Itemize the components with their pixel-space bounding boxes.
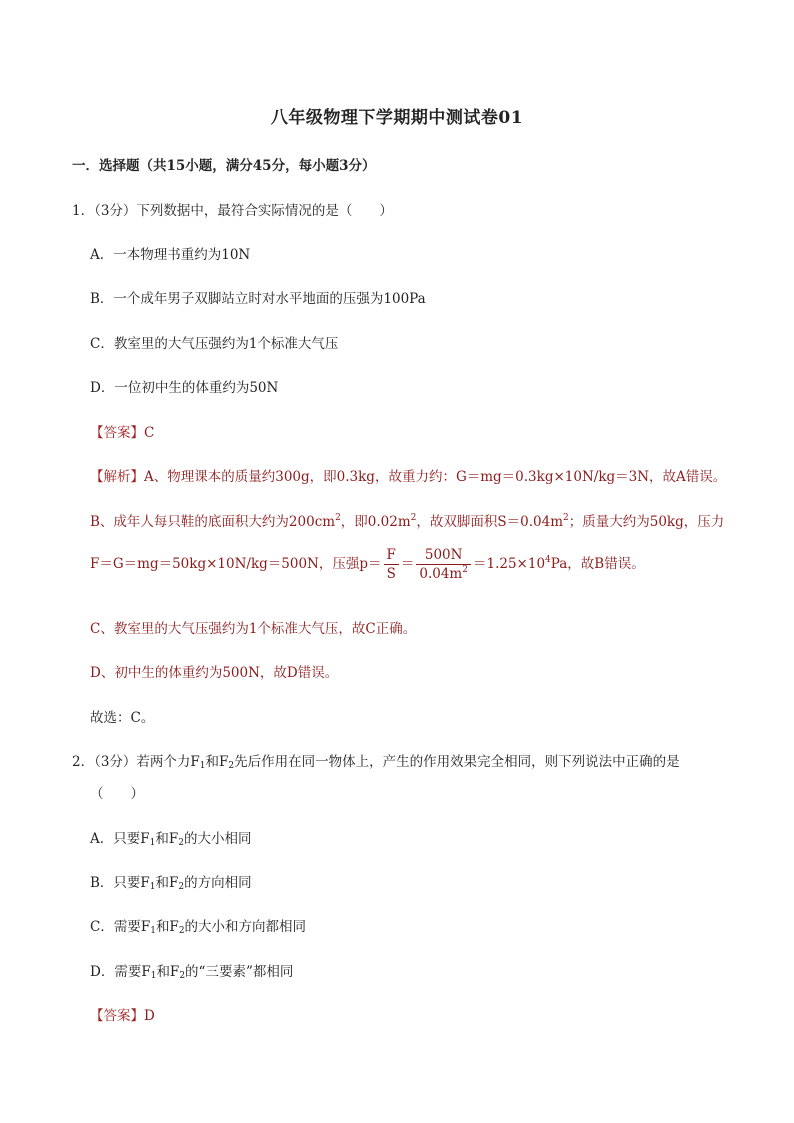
option-text: A．只要F xyxy=(90,831,150,847)
analysis-b-text: F＝G＝mg＝50kg×10N/kg＝500N，压强p＝ xyxy=(90,556,382,572)
analysis-b-text: B、成年人每只鞋的底面积大约为200cm xyxy=(90,514,336,530)
subscript: 1 xyxy=(199,761,206,771)
fraction-f-over-s xyxy=(384,546,399,583)
question-2-option-c xyxy=(90,917,306,937)
option-text: 和F xyxy=(155,875,179,891)
fraction-denominator xyxy=(416,565,471,583)
subscript: 2 xyxy=(178,882,185,892)
question-2-text: 和F xyxy=(205,754,229,770)
question-2-answer xyxy=(90,1006,155,1026)
question-1-stem: 1．（3分）下列数据中，最符合实际情况的是（ ） xyxy=(72,203,393,219)
superscript: 2 xyxy=(410,513,417,523)
question-2-text: 先后作用在同一物体上，产生的作用效果完全相同，则下列说法中正确的是 xyxy=(234,754,680,770)
option-text: 和F xyxy=(156,964,180,980)
analysis-b-text: ，即0.02m xyxy=(340,514,411,530)
superscript: 2 xyxy=(563,513,569,523)
question-2-option-d xyxy=(90,962,293,982)
subscript: 2 xyxy=(179,971,186,981)
subscript: 2 xyxy=(228,761,235,771)
question-1-option-d: D．一位初中生的体重约为50N xyxy=(90,380,279,396)
question-1-option-b: B．一个成年男子双脚站立时对水平地面的压强为100Pa xyxy=(90,291,426,307)
subscript: 1 xyxy=(150,926,156,936)
option-text: 和F xyxy=(155,919,179,935)
answer-value: C xyxy=(144,425,155,441)
question-1-conclusion: 故选：C。 xyxy=(90,710,155,726)
question-1-analysis-b-line1 xyxy=(90,512,724,532)
question-1-analysis-d: D、初中生的体重约为500N，故D错误。 xyxy=(90,665,339,681)
question-2-stem xyxy=(72,752,680,772)
subscript: 2 xyxy=(178,838,184,848)
answer-label: 【答案】 xyxy=(90,1008,144,1024)
question-1-option-a: A．一本物理书重约为10N xyxy=(90,247,251,263)
subscript: 2 xyxy=(178,926,185,936)
subscript: 1 xyxy=(149,882,156,892)
superscript: 2 xyxy=(335,513,341,523)
option-text: 的大小相同 xyxy=(183,831,252,847)
option-text: 的“三要素”都相同 xyxy=(185,964,294,980)
subscript: 1 xyxy=(150,971,157,981)
question-1-analysis-a xyxy=(90,467,726,487)
analysis-b-text: ，故双脚面积S＝0.04m xyxy=(416,514,564,530)
question-1-answer xyxy=(90,423,154,443)
option-text: D．需要F xyxy=(90,964,151,980)
fraction-numerator: F xyxy=(384,546,399,565)
subscript: 1 xyxy=(149,838,156,848)
analysis-b-text: Pa，故B错误。 xyxy=(550,556,645,572)
question-2-option-b xyxy=(90,873,252,893)
answer-label: 【答案】 xyxy=(90,425,144,441)
question-2-option-a xyxy=(90,829,251,849)
question-1-option-c: C．教室里的大气压强约为1个标准大气压 xyxy=(90,336,339,352)
option-text: B．只要F xyxy=(90,875,150,891)
fraction-500n-over-area xyxy=(416,546,471,583)
question-1-analysis-b-line2 xyxy=(90,544,645,584)
question-2-stem-line2: （ ） xyxy=(90,786,144,802)
analysis-label: 【解析】 xyxy=(90,469,144,485)
analysis-b-text: ；质量大约为50kg，压力 xyxy=(568,514,725,530)
superscript: 4 xyxy=(545,555,551,565)
option-text: 的大小和方向都相同 xyxy=(184,919,307,935)
option-text: 的方向相同 xyxy=(184,875,252,891)
question-2-text: 2．（3分）若两个力F xyxy=(72,754,200,770)
question-1-analysis-c: C、教室里的大气压强约为1个标准大气压，故C正确。 xyxy=(90,621,417,637)
analysis-b-text: ＝1.25×10 xyxy=(472,556,546,572)
fraction-numerator: 500N xyxy=(416,546,471,565)
analysis-a-text: A、物理课本的质量约300g，即0.3kg，故重力约：G＝mg＝0.3kg×10N/kg＝3N，故A错误。 xyxy=(144,469,727,485)
answer-value: D xyxy=(144,1008,155,1024)
option-text: C．需要F xyxy=(90,919,151,935)
fraction-denominator: S xyxy=(386,566,396,582)
superscript: 2 xyxy=(462,565,468,575)
page-title: 八年级物理下学期期中测试卷01 xyxy=(270,108,524,128)
option-text: 和F xyxy=(155,831,179,847)
equals-sign: ＝ xyxy=(400,556,415,572)
fraction-denominator-text: 0.04m xyxy=(419,566,463,582)
section-heading: 一．选择题（共15小题，满分45分，每小题3分） xyxy=(72,158,376,174)
